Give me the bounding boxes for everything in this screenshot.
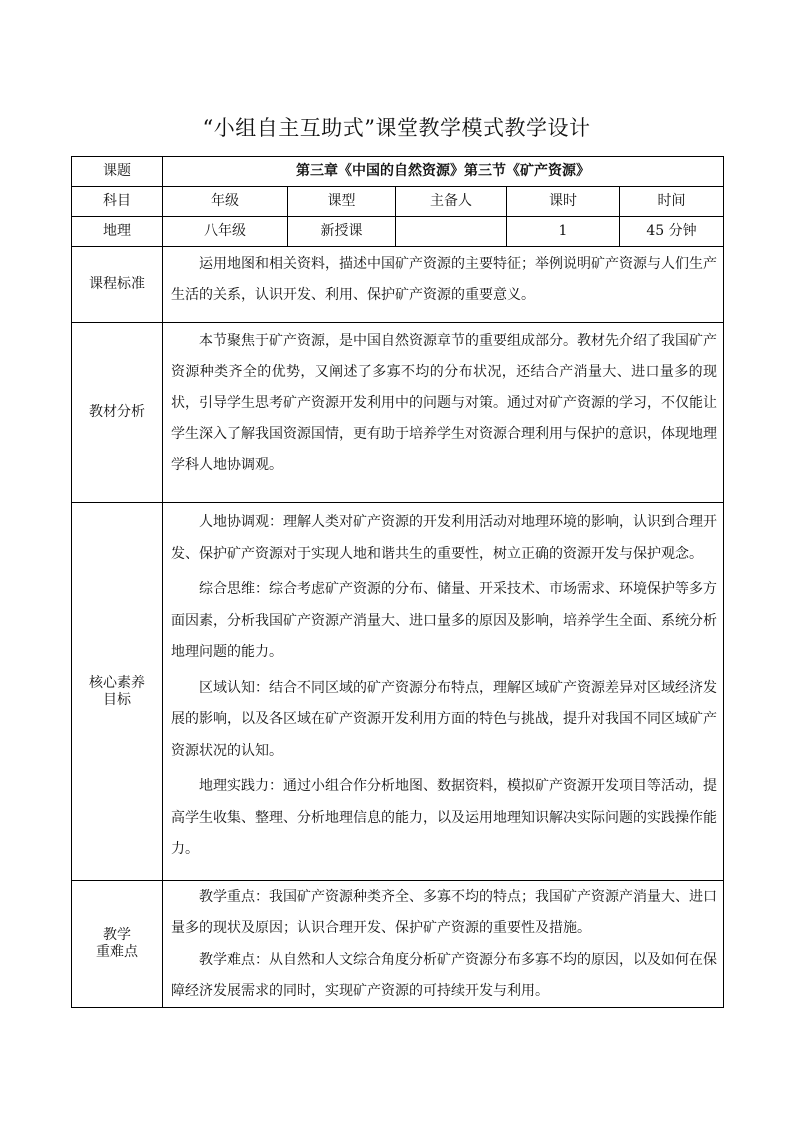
value-cell-periods: 1 bbox=[507, 217, 620, 247]
topic-value: 第三章《中国的自然资源》第三节《矿产资源》 bbox=[163, 157, 724, 187]
value-cell-subject: 地理 bbox=[72, 217, 163, 247]
page-title: “小组自主互助式”课堂教学模式教学设计 bbox=[202, 116, 591, 140]
header-cell-preparer: 主备人 bbox=[396, 187, 507, 217]
value-cell-time: 45 分钟 bbox=[620, 217, 724, 247]
value-cell-grade: 八年级 bbox=[163, 217, 288, 247]
key-difficult-label-line1: 教学 bbox=[103, 927, 131, 943]
key-difficult-paragraph: 教学重点：我国矿产资源种类齐全、多寡不均的特点；我国矿产资源产消量大、进口量多的现状及原因；认识合理开发、保护矿产资源的重要性及措施。 bbox=[171, 889, 717, 936]
textbook-analysis-cell bbox=[163, 323, 724, 503]
core-literacy-paragraph: 地理实践力：通过小组合作分析地图、数据资料，模拟矿产资源开发项目等活动，提高学生收集、整理、分析地理信息的能力，以及运用地理知识解决实际问题的实践操作能力。 bbox=[171, 778, 717, 857]
header-row bbox=[72, 187, 724, 217]
value-cell-lesson-type: 新授课 bbox=[288, 217, 396, 247]
lesson-plan-table bbox=[71, 156, 724, 1008]
curriculum-standard-cell bbox=[163, 247, 724, 323]
textbook-analysis-row bbox=[72, 323, 724, 503]
value-cell-preparer bbox=[396, 217, 507, 247]
key-difficult-cell bbox=[163, 881, 724, 1008]
core-literacy-label-line2: 目标 bbox=[103, 691, 131, 708]
core-literacy-paragraph: 区域认知：结合不同区域的矿产资源分布特点，理解区域矿产资源差异对区域经济发展的影响，以及各区域在矿产资源开发利用方面的特色与挑战，提升对我国不同区域矿产资源状况的认知。 bbox=[171, 679, 717, 759]
core-literacy-row bbox=[72, 503, 724, 881]
key-difficult-row bbox=[72, 881, 724, 1008]
key-difficult-label-line2: 重难点 bbox=[96, 944, 138, 960]
core-literacy-paragraph: 综合思维：综合考虑矿产资源的分布、储量、开采技术、市场需求、环境保护等多方面因素，分析我国矿产资源产消量大、进口量多的原因及影响，培养学生全面、系统分析地理问题的能力。 bbox=[171, 581, 717, 660]
value-row bbox=[72, 217, 724, 247]
core-literacy-paragraph: 人地协调观：理解人类对矿产资源的开发利用活动对地理环境的影响，认识到合理开发、保护矿产资源对于实现人地和谐共生的重要性，树立正确的资源开发与保护观念。 bbox=[171, 514, 717, 562]
header-cell-lesson-type: 课型 bbox=[288, 187, 396, 217]
header-cell-grade: 年级 bbox=[163, 187, 288, 217]
header-cell-time: 时间 bbox=[620, 187, 724, 217]
curriculum-standard-label: 课程标准 bbox=[72, 247, 163, 323]
key-difficult-label bbox=[72, 881, 163, 1008]
header-cell-subject: 科目 bbox=[72, 187, 163, 217]
curriculum-standard-text: 运用地图和相关资料，描述中国矿产资源的主要特征；举例说明矿产资源与人们生产生活的关系，认识开发、利用、保护矿产资源的重要意义。 bbox=[171, 256, 717, 303]
textbook-analysis-text: 本节聚焦于矿产资源，是中国自然资源章节的重要组成部分。教材先介绍了我国矿产资源种类齐全的优势，又阐述了多寡不均的分布状况，还结合产消量大、进口量多的现状，引导学生思考矿产资源开发利用中的问题与对策。通过对矿产资源的学习，不仅能让学生深入了解我国资源国情，更有助于培养学生对资源合理利用与保护的意识，体现地理学科人地协调观。 bbox=[171, 333, 717, 473]
key-difficult-paragraph: 教学难点：从自然和人文综合角度分析矿产资源分布多寡不均的原因，以及如何在保障经济发展需求的同时，实现矿产资源的可持续开发与利用。 bbox=[171, 952, 717, 999]
header-cell-periods: 课时 bbox=[507, 187, 620, 217]
core-literacy-label bbox=[72, 503, 163, 881]
core-literacy-cell bbox=[163, 503, 724, 881]
textbook-analysis-label: 教材分析 bbox=[72, 323, 163, 503]
curriculum-standard-row bbox=[72, 247, 724, 323]
topic-row bbox=[72, 157, 724, 187]
core-literacy-label-line1: 核心素养 bbox=[89, 674, 145, 691]
topic-label: 课题 bbox=[72, 157, 163, 187]
